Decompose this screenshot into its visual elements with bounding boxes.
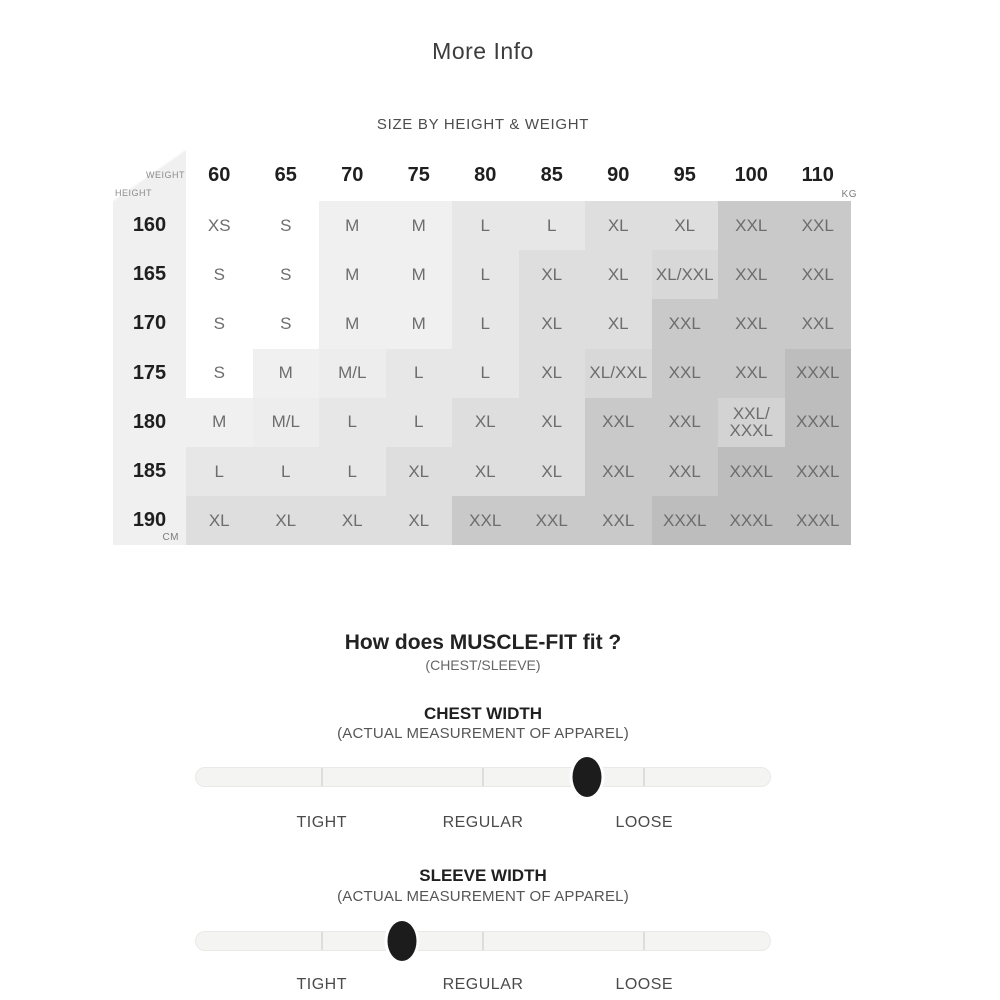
size-cell-175-75: L [386, 349, 453, 398]
size-cell-175-95: XXL [652, 349, 719, 398]
size-cell-170-60: S [186, 299, 253, 348]
scale-label-regular: REGULAR [442, 814, 524, 831]
size-chart-heading: SIZE BY HEIGHT & WEIGHT [376, 116, 590, 133]
size-cell-165-95: XL/​XXL [652, 250, 719, 299]
size-cell-170-90: XL [585, 299, 652, 348]
size-cell-175-90: XL/​XXL [585, 349, 652, 398]
sleeve-slider-knob[interactable] [388, 921, 417, 961]
size-cell-175-100: XXL [718, 349, 785, 398]
size-cell-180-75: L [386, 398, 453, 447]
height-header-175: 175 [113, 349, 186, 398]
size-cell-190-80: XXL [452, 496, 519, 545]
height-header-160: 160 [113, 201, 186, 250]
size-cell-165-60: S [186, 250, 253, 299]
size-cell-165-110: XXL [785, 250, 852, 299]
slider-tick [482, 768, 484, 786]
size-cell-190-90: XXL [585, 496, 652, 545]
size-chart-table [113, 150, 857, 545]
size-cell-160-90: XL [585, 201, 652, 250]
size-cell-185-80: XL [452, 447, 519, 496]
chest-width-title: CHEST WIDTH [423, 704, 543, 723]
size-cell-185-100: XXXL [718, 447, 785, 496]
fit-section-subheading: (CHEST/SLEEVE) [425, 657, 541, 673]
slider-tick [643, 768, 645, 786]
size-cell-175-80: L [452, 349, 519, 398]
size-cell-170-95: XXL [652, 299, 719, 348]
size-cell-180-90: XXL [585, 398, 652, 447]
scale-label-loose: LOOSE [615, 976, 674, 993]
slider-tick [321, 768, 323, 786]
size-cell-180-80: XL [452, 398, 519, 447]
size-cell-160-65: S [253, 201, 320, 250]
size-cell-160-95: XL [652, 201, 719, 250]
size-cell-180-85: XL [519, 398, 586, 447]
size-cell-185-60: L [186, 447, 253, 496]
weight-header-70: 70 [341, 164, 364, 186]
size-cell-160-110: XXL [785, 201, 852, 250]
size-cell-190-110: XXXL [785, 496, 852, 545]
size-cell-185-110: XXXL [785, 447, 852, 496]
size-cell-180-110: XXXL [785, 398, 852, 447]
size-cell-190-60: XL [186, 496, 253, 545]
size-cell-165-85: XL [519, 250, 586, 299]
size-cell-170-80: L [452, 299, 519, 348]
weight-header-100: 100 [734, 164, 768, 186]
size-cell-160-100: XXL [718, 201, 785, 250]
sleeve-scale-labels [195, 976, 771, 994]
size-cell-170-75: M [386, 299, 453, 348]
size-cell-160-85: L [519, 201, 586, 250]
size-cell-180-65: M/​L [253, 398, 320, 447]
sleeve-width-slider[interactable] [195, 931, 771, 951]
chest-width-subtitle: (ACTUAL MEASUREMENT OF APPAREL) [337, 725, 629, 742]
size-cell-185-65: L [253, 447, 320, 496]
height-header-165: 165 [113, 250, 186, 299]
size-cell-180-60: M [186, 398, 253, 447]
chest-slider-knob[interactable] [572, 757, 601, 797]
weight-header-65: 65 [274, 164, 297, 186]
size-cell-165-75: M [386, 250, 453, 299]
size-cell-175-110: XXXL [785, 349, 852, 398]
size-cell-175-60: S [186, 349, 253, 398]
size-cell-170-65: S [253, 299, 320, 348]
size-cell-190-65: XL [253, 496, 320, 545]
scale-label-regular: REGULAR [442, 976, 524, 993]
size-cell-190-85: XXL [519, 496, 586, 545]
size-cell-165-80: L [452, 250, 519, 299]
height-header-190: 190 CM [113, 496, 186, 545]
height-header-185: 185 [113, 447, 186, 496]
size-cell-160-75: M [386, 201, 453, 250]
size-cell-190-75: XL [386, 496, 453, 545]
size-cell-170-70: M [319, 299, 386, 348]
height-header-180: 180 [113, 398, 186, 447]
slider-tick [643, 932, 645, 950]
size-cell-175-70: M/​L [319, 349, 386, 398]
size-cell-180-100: XXL/​XXXL [718, 398, 785, 447]
weight-header-80: 80 [474, 164, 497, 186]
sleeve-width-subtitle: (ACTUAL MEASUREMENT OF APPAREL) [337, 888, 629, 905]
weight-header-60: 60 [208, 164, 231, 186]
size-cell-180-95: XXL [652, 398, 719, 447]
scale-label-tight: TIGHT [296, 814, 347, 831]
height-header-170: 170 [113, 299, 186, 348]
size-cell-165-100: XXL [718, 250, 785, 299]
size-cell-190-100: XXXL [718, 496, 785, 545]
weight-header-90: 90 [607, 164, 630, 186]
table-corner-cell [113, 150, 186, 201]
chest-scale-labels [195, 814, 771, 832]
size-cell-185-75: XL [386, 447, 453, 496]
weight-header-95: 95 [673, 164, 696, 186]
weight-header-85: 85 [540, 164, 563, 186]
fit-section-heading: How does MUSCLE-FIT fit ? [344, 631, 622, 654]
size-cell-170-85: XL [519, 299, 586, 348]
slider-tick [482, 932, 484, 950]
size-cell-185-70: L [319, 447, 386, 496]
slider-tick [321, 932, 323, 950]
sleeve-width-title: SLEEVE WIDTH [419, 866, 547, 885]
scale-label-tight: TIGHT [296, 976, 347, 993]
size-cell-170-100: XXL [718, 299, 785, 348]
size-cell-180-70: L [319, 398, 386, 447]
size-cell-170-110: XXL [785, 299, 852, 348]
page-title: More Info [432, 38, 534, 64]
size-cell-190-70: XL [319, 496, 386, 545]
chest-width-slider[interactable] [195, 767, 771, 787]
weight-header-110: 110 KG [801, 164, 857, 200]
size-cell-165-65: S [253, 250, 320, 299]
size-cell-185-95: XXL [652, 447, 719, 496]
size-cell-165-70: M [319, 250, 386, 299]
size-cell-160-80: L [452, 201, 519, 250]
size-cell-185-85: XL [519, 447, 586, 496]
size-cell-160-60: XS [186, 201, 253, 250]
size-cell-190-95: XXXL [652, 496, 719, 545]
weight-header-75: 75 [407, 164, 430, 186]
size-cell-160-70: M [319, 201, 386, 250]
height-unit-label: CM [162, 532, 179, 544]
weight-axis-label: WEIGHT [146, 170, 185, 180]
size-cell-185-90: XXL [585, 447, 652, 496]
size-cell-175-65: M [253, 349, 320, 398]
weight-unit-label: KG [841, 189, 857, 200]
size-cell-165-90: XL [585, 250, 652, 299]
scale-label-loose: LOOSE [615, 814, 674, 831]
height-axis-label: HEIGHT [115, 188, 153, 198]
size-cell-175-85: XL [519, 349, 586, 398]
